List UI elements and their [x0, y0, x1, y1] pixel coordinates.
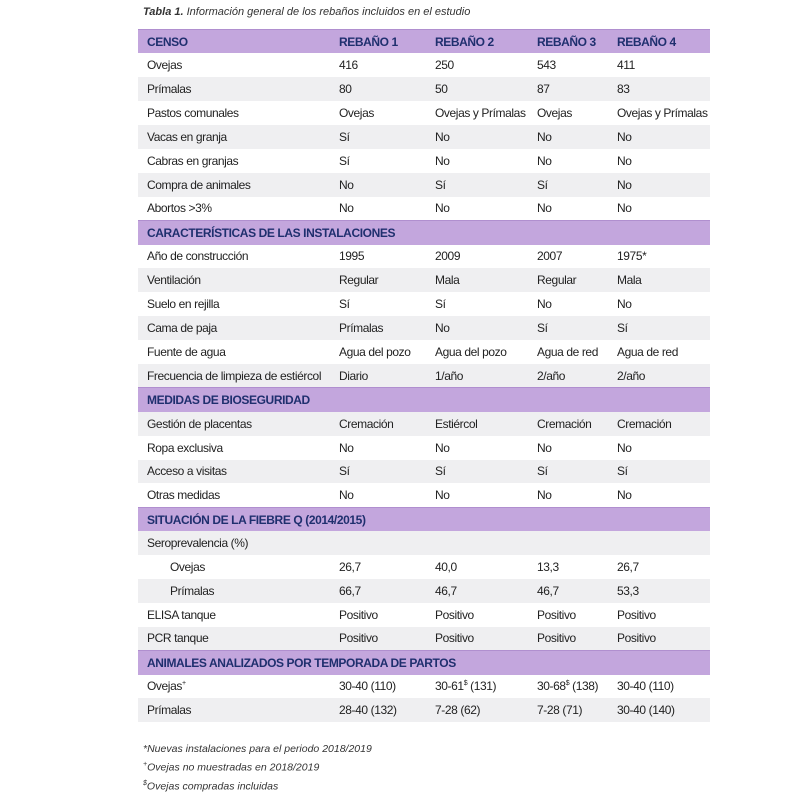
section-heading-censo: CENSO [138, 30, 330, 54]
row-label: Suelo en rejilla [138, 292, 330, 316]
cell-herd-1: Positivo [330, 627, 426, 651]
table-row [138, 316, 710, 340]
row-label: Pastos comunales [138, 101, 330, 125]
cell-herd-2: No [426, 197, 528, 221]
row-label: Vacas en granja [138, 125, 330, 149]
cell-herd-3: Cremación [528, 412, 608, 436]
cell-herd-4: Mala [608, 268, 710, 292]
cell-herd-3: 2007 [528, 245, 608, 269]
row-label: Gestión de placentas [138, 412, 330, 436]
cell-herd-2: 2009 [426, 245, 528, 269]
table-row [138, 579, 710, 603]
row-label [138, 675, 330, 699]
cell-herd-3: 87 [528, 77, 608, 101]
cell-herd-2: Sí [426, 292, 528, 316]
cell-count: (131) [467, 679, 497, 694]
cell-herd-4: Positivo [608, 627, 710, 651]
cell-herd-4 [608, 531, 710, 555]
cell-herd-4: Sí [608, 316, 710, 340]
cell-herd-3: Positivo [528, 603, 608, 627]
table-row [138, 555, 710, 579]
cell-herd-4: No [608, 197, 710, 221]
cell-herd-1: Sí [330, 292, 426, 316]
cell-herd-1: Prímalas [330, 316, 426, 340]
row-label: Cabras en granjas [138, 149, 330, 173]
cell-herd-4: No [608, 149, 710, 173]
section-header-row [138, 221, 710, 245]
table-row [138, 77, 710, 101]
row-label: Otras medidas [138, 483, 330, 507]
table-row [138, 483, 710, 507]
caption-label: Tabla 1. [143, 6, 184, 18]
footnote-mark: $ [463, 680, 468, 688]
cell-herd-1: 1995 [330, 245, 426, 269]
cell-herd-2: Ovejas y Prímalas [426, 101, 528, 125]
cell-herd-2: No [426, 316, 528, 340]
table-row [138, 197, 710, 221]
caption-text: Información general de los rebaños incluidos en el estudio [186, 6, 471, 18]
table-row [138, 101, 710, 125]
cell-herd-2: Positivo [426, 603, 528, 627]
cell-herd-4: No [608, 173, 710, 197]
cell-herd-1: 30-40 (110) [330, 675, 426, 699]
cell-herd-1: 416 [330, 53, 426, 77]
cell-herd-3: Regular [528, 268, 608, 292]
table-row [138, 364, 710, 388]
row-label: Prímalas [138, 77, 330, 101]
cell-herd-3: No [528, 125, 608, 149]
cell-herd-1: No [330, 173, 426, 197]
cell-herd-3 [528, 531, 608, 555]
footnote-text: Ovejas no muestradas en 2018/2019 [147, 761, 320, 774]
column-header-herd-2: REBAÑO 2 [426, 30, 528, 54]
cell-herd-2: No [426, 436, 528, 460]
cell-herd-3: Positivo [528, 627, 608, 651]
cell-herd-3: No [528, 149, 608, 173]
cell-herd-2: 7-28 (62) [426, 698, 528, 722]
cell-herd-4: No [608, 483, 710, 507]
row-label: Compra de animales [138, 173, 330, 197]
cell-herd-2: Mala [426, 268, 528, 292]
cell-herd-1: No [330, 197, 426, 221]
cell-herd-1: 80 [330, 77, 426, 101]
cell-herd-1: No [330, 483, 426, 507]
cell-herd-4: Sí [608, 460, 710, 484]
cell-herd-2: 46,7 [426, 579, 528, 603]
cell-herd-3: Ovejas [528, 101, 608, 125]
cell-herd-1: Positivo [330, 603, 426, 627]
table-row [138, 531, 710, 555]
row-label: Prímalas [138, 579, 330, 603]
cell-herd-2: No [426, 125, 528, 149]
footnote-mark: $ [143, 779, 147, 787]
cell-herd-3: Sí [528, 316, 608, 340]
cell-herd-3: No [528, 436, 608, 460]
row-label: Abortos >3% [138, 197, 330, 221]
cell-range: 30-61 [435, 679, 464, 694]
section-header-row [138, 507, 710, 531]
cell-herd-3: 2/año [528, 364, 608, 388]
cell-herd-4: 411 [608, 53, 710, 77]
cell-herd-1: 28-40 (132) [330, 698, 426, 722]
cell-herd-2: Agua del pozo [426, 340, 528, 364]
footnote [143, 757, 372, 776]
table-row [138, 125, 710, 149]
cell-herd-3: Sí [528, 460, 608, 484]
row-label: Cama de paja [138, 316, 330, 340]
cell-herd-4: 26,7 [608, 555, 710, 579]
cell-herd-3 [528, 675, 608, 699]
cell-herd-2: 40,0 [426, 555, 528, 579]
table-row [138, 268, 710, 292]
table-footnotes [143, 741, 372, 794]
row-label: PCR tanque [138, 627, 330, 651]
cell-herd-3: 7-28 (71) [528, 698, 608, 722]
section-heading-q-fever: SITUACIÓN DE LA FIEBRE Q (2014/2015) [138, 507, 710, 531]
row-label-text: Ovejas [147, 679, 182, 694]
cell-herd-3: Sí [528, 173, 608, 197]
cell-herd-2: No [426, 483, 528, 507]
cell-herd-3: 543 [528, 53, 608, 77]
table-row [138, 698, 710, 722]
table-row [138, 53, 710, 77]
table-row [138, 173, 710, 197]
footnote: *Nuevas instalaciones para el periodo 2018/2019 [143, 743, 372, 755]
footnote-mark: + [143, 761, 148, 768]
column-header-herd-4: REBAÑO 4 [608, 30, 710, 54]
footnote-mark: $ [565, 680, 570, 688]
table-row [138, 627, 710, 651]
cell-herd-4: No [608, 125, 710, 149]
cell-herd-4: 2/año [608, 364, 710, 388]
table-row [138, 436, 710, 460]
cell-herd-2: No [426, 149, 528, 173]
cell-herd-2: Estiércol [426, 412, 528, 436]
cell-herd-1: Agua del pozo [330, 340, 426, 364]
row-label: Ovejas [138, 555, 330, 579]
cell-herd-1: 66,7 [330, 579, 426, 603]
section-header-row [138, 651, 710, 675]
section-heading-animals-analyzed: ANIMALES ANALIZADOS POR TEMPORADA DE PARTOS [138, 651, 710, 675]
cell-herd-4: Positivo [608, 603, 710, 627]
header-row [138, 30, 710, 54]
table-row [138, 245, 710, 269]
column-header-herd-3: REBAÑO 3 [528, 30, 608, 54]
cell-herd-3: Agua de red [528, 340, 608, 364]
cell-herd-4: 30-40 (140) [608, 698, 710, 722]
table-row [138, 675, 710, 699]
table-row [138, 603, 710, 627]
footnote-text: Ovejas compradas incluidas [146, 780, 279, 792]
cell-herd-2: 50 [426, 77, 528, 101]
cell-herd-1: Regular [330, 268, 426, 292]
section-heading-biosecurity: MEDIDAS DE BIOSEGURIDAD [138, 388, 710, 412]
cell-herd-2: Positivo [426, 627, 528, 651]
row-label: Año de construcción [138, 245, 330, 269]
section-header-row [138, 388, 710, 412]
row-label: Frecuencia de limpieza de estiércol [138, 364, 330, 388]
row-label: Ovejas [138, 53, 330, 77]
table-caption [143, 6, 470, 18]
cell-herd-2: Sí [426, 460, 528, 484]
cell-herd-4: Agua de red [608, 340, 710, 364]
cell-herd-4: 1975* [608, 245, 710, 269]
cell-herd-2: Sí [426, 173, 528, 197]
cell-herd-2: 250 [426, 53, 528, 77]
cell-herd-1: Diario [330, 364, 426, 388]
cell-herd-1: Sí [330, 125, 426, 149]
cell-herd-4: Cremación [608, 412, 710, 436]
row-label: Ropa exclusiva [138, 436, 330, 460]
cell-herd-4: No [608, 292, 710, 316]
section-heading-facilities: CARACTERÍSTICAS DE LAS INSTALACIONES [138, 221, 710, 245]
row-label: Fuente de agua [138, 340, 330, 364]
table-row [138, 340, 710, 364]
cell-herd-1: Sí [330, 149, 426, 173]
table-row [138, 412, 710, 436]
cell-herd-2: 1/año [426, 364, 528, 388]
cell-herd-1 [330, 531, 426, 555]
cell-herd-3: 46,7 [528, 579, 608, 603]
cell-herd-3: No [528, 483, 608, 507]
cell-range: 30-68 [537, 679, 566, 694]
cell-herd-4: Ovejas y Prímalas [608, 101, 710, 125]
cell-count: (138) [569, 679, 599, 694]
cell-herd-3: No [528, 292, 608, 316]
cell-herd-4: No [608, 436, 710, 460]
cell-herd-1: 26,7 [330, 555, 426, 579]
table-row [138, 292, 710, 316]
herds-table [138, 29, 710, 722]
cell-herd-1: Sí [330, 460, 426, 484]
cell-herd-1: Ovejas [330, 101, 426, 125]
row-label: Prímalas [138, 698, 330, 722]
row-label: Acceso a visitas [138, 460, 330, 484]
cell-herd-2 [426, 531, 528, 555]
footnote [143, 776, 372, 795]
column-header-herd-1: REBAÑO 1 [330, 30, 426, 54]
cell-herd-1: Cremación [330, 412, 426, 436]
cell-herd-4: 30-40 (110) [608, 675, 710, 699]
table-row [138, 460, 710, 484]
cell-herd-4: 83 [608, 77, 710, 101]
cell-herd-3: No [528, 197, 608, 221]
footnote-mark: + [181, 680, 186, 688]
row-label: Ventilación [138, 268, 330, 292]
row-label: ELISA tanque [138, 603, 330, 627]
cell-herd-3: 13,3 [528, 555, 608, 579]
row-label: Seroprevalencia (%) [138, 531, 330, 555]
cell-herd-2 [426, 675, 528, 699]
cell-herd-4: 53,3 [608, 579, 710, 603]
table-row [138, 149, 710, 173]
cell-herd-1: No [330, 436, 426, 460]
